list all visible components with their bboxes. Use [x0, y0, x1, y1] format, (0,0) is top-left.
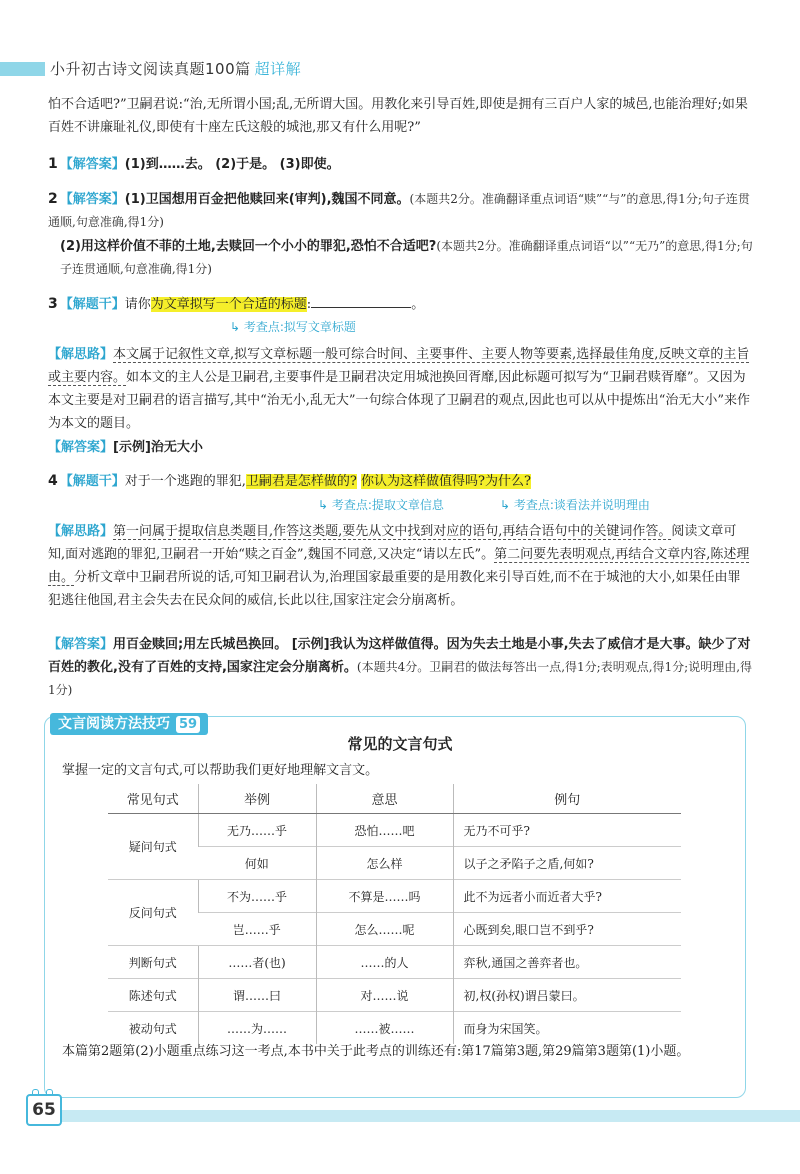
- sentence-cell: 此不为远者小而近者大乎?: [453, 880, 681, 913]
- pattern-name-cell: 判断句式: [108, 946, 198, 979]
- pattern-name-cell: 疑问句式: [108, 814, 198, 880]
- stem-highlight: 为文章拟写一个合适的标题: [150, 297, 307, 312]
- method-box-title: 常见的文言句式: [347, 735, 453, 753]
- book-title-accent: 超详解: [254, 60, 302, 78]
- example-cell: 无乃……乎: [198, 814, 316, 847]
- sentence-cell: 以子之矛陷子之盾,何如?: [453, 847, 681, 880]
- method-box-number: 59: [176, 716, 200, 733]
- answer-text-2: (2)用这样价值不菲的土地,去赎回一个小小的罪犯,恐怕不合适吧?: [60, 239, 437, 254]
- example-cell: 不为……乎: [198, 880, 316, 913]
- stem-highlight-1: 卫嗣君是怎样做的?: [245, 474, 357, 489]
- question-number: 1: [48, 156, 58, 172]
- book-title: [50, 58, 301, 79]
- stem-text: 对于一个逃跑的罪犯,: [124, 474, 246, 489]
- question-number: 4: [48, 473, 58, 489]
- column-header: 例句: [453, 784, 681, 814]
- method-box-footer: 本篇第2题第(2)小题重点练习这一考点,本书中关于此考点的训练还有:第17篇第3题,第29篇第3题第(1)小题。: [62, 1044, 690, 1059]
- meaning-cell: 恐怕……吧: [316, 814, 453, 847]
- exam-point-label: 考查点:提取文章信息: [331, 498, 444, 512]
- method-box-label: [50, 713, 208, 735]
- stem-tag: 【解题干】: [59, 474, 125, 489]
- answer-text: [示例]治无大小: [113, 440, 203, 455]
- question-number: 3: [48, 296, 58, 312]
- sentence-cell: 弈秋,通国之善弈者也。: [453, 946, 681, 979]
- question-1: [48, 153, 753, 176]
- pattern-name-cell: 反问句式: [108, 880, 198, 946]
- pattern-name-cell: 被动句式: [108, 1012, 198, 1045]
- example-cell: ……者(也): [198, 946, 316, 979]
- method-box-label-text: 文言阅读方法技巧: [58, 716, 170, 732]
- exam-point-annotation-1: ↳ 考查点:提取文章信息: [318, 498, 444, 512]
- stem-colon: :: [306, 297, 312, 312]
- table-row: [108, 979, 681, 1012]
- meaning-cell: 怎么……呢: [316, 913, 453, 946]
- answer-text: (1)到……去。 (2)于是。 (3)即使。: [124, 157, 340, 172]
- question-3-thinking: [48, 343, 753, 435]
- scoring-note-1: (本题共2分。准确翻译重点词语“赎”“与”的意思,得1分;句子连贯通顺,句意准确,得1分): [48, 192, 750, 229]
- answer-tag: 【解答案】: [48, 440, 114, 455]
- column-header: 意思: [316, 784, 453, 814]
- example-cell: 岂……乎: [198, 913, 316, 946]
- stem-highlight-2: 你认为这样做值得吗?为什么?: [361, 474, 531, 489]
- exam-point-label: 考查点:谈看法并说明理由: [513, 498, 650, 512]
- example-cell: ……为……: [198, 1012, 316, 1045]
- question-3-answer: [48, 436, 753, 459]
- thinking-key-text: 本文属于记叙性文章,拟写文章标题一般可综合时间、主要事件、主要人物等要素,选择最佳角度,反映文章的主旨或主要内容。: [48, 347, 750, 385]
- thinking-text-1: 阅读文章可知,面对逃跑的罪犯,卫嗣君一开始“赎之百金”,魏国不同意,又决定“请以左氏”。: [48, 524, 737, 562]
- thinking-tag: 【解思路】: [48, 524, 114, 539]
- question-4-thinking: [48, 520, 753, 612]
- sentence-cell: 心既到矣,眼口岂不到乎?: [453, 913, 681, 946]
- meaning-cell: ……被……: [316, 1012, 453, 1045]
- meaning-cell: ……的人: [316, 946, 453, 979]
- table-row: [108, 880, 681, 913]
- page-number: 65: [26, 1094, 62, 1126]
- thinking-text-2: 分析文章中卫嗣君所说的话,可知卫嗣君认为,治理国家最重要的是用教化来引导百姓,而不在于城池的大小,如果任由罪犯逃往他国,君主会失去在民众间的威信,长此以往,国家注定会分崩离析。: [48, 570, 741, 608]
- sentence-patterns-table: [108, 784, 681, 1044]
- example-cell: 何如: [198, 847, 316, 880]
- answer-tag: 【解答案】: [59, 157, 125, 172]
- sentence-cell: 无乃不可乎?: [453, 814, 681, 847]
- example-cell: 谓……曰: [198, 979, 316, 1012]
- table-header-row: [108, 784, 681, 814]
- answer-text-1: (1)卫国想用百金把他赎回来(审判),魏国不同意。: [124, 192, 410, 207]
- meaning-cell: 怎么样: [316, 847, 453, 880]
- exam-point-annotation: ↳ 考查点:拟写文章标题: [230, 320, 356, 334]
- stem-end: 。: [411, 297, 425, 312]
- exam-point-label: 考查点:拟写文章标题: [243, 320, 356, 334]
- question-2: [48, 188, 753, 234]
- question-4-stem: [48, 470, 753, 493]
- translation-text: 怕不合适吧?”卫嗣君说:“治,无所谓小国;乱,无所谓大国。用教化来引导百姓,即使是拥有三百户人家的城邑,也能治理好;如果百姓不讲廉耻礼仪,即使有十座左氏这般的城池,那又有什么用呢?”: [48, 97, 748, 135]
- table-row: [108, 814, 681, 847]
- question-4-answer: [48, 633, 753, 702]
- thinking-text: 如本文的主人公是卫嗣君,主要事件是卫嗣君决定用城池换回胥靡,因此标题可拟写为“卫嗣君赎胥靡”。又因为本文主要是对卫嗣君的语言描写,其中“治无小,乱无大”一句综合体现了卫嗣君的观点,因此也可以从中提炼出“治无大小”来作为本文的题目。: [48, 370, 750, 431]
- exam-point-annotation-2: ↳ 考查点:谈看法并说明理由: [500, 498, 650, 512]
- book-title-main: 小升初古诗文阅读真题100篇: [50, 60, 251, 78]
- answer-text: 用百金赎回;用左氏城邑换回。 [示例]我认为这样做值得。因为失去土地是小事,失去了威信才是大事。缺少了对百姓的教化,没有了百姓的支持,国家注定会分崩离析。: [48, 637, 751, 675]
- table-row: [108, 946, 681, 979]
- sentence-cell: 而身为宋国笑。: [453, 1012, 681, 1045]
- question-number: 2: [48, 191, 58, 207]
- footer-decoration-bar: [60, 1110, 800, 1122]
- method-box-intro: 掌握一定的文言句式,可以帮助我们更好地理解文言文。: [62, 763, 379, 778]
- thinking-tag: 【解思路】: [48, 347, 114, 362]
- meaning-cell: 对……说: [316, 979, 453, 1012]
- scoring-note-2: (本题共2分。准确翻译重点词语“以”“无乃”的意思,得1分;句子连贯通顺,句意准确,得1分): [60, 239, 753, 276]
- answer-blank: [311, 295, 411, 308]
- column-header: 举例: [198, 784, 316, 814]
- stem-tag: 【解题干】: [59, 297, 125, 312]
- answer-tag: 【解答案】: [48, 637, 114, 652]
- column-header: 常见句式: [108, 784, 198, 814]
- scoring-note: (本题共4分。卫嗣君的做法每答出一点,得1分;表明观点,得1分;说明理由,得1分): [48, 660, 753, 697]
- sentence-cell: 初,权(孙权)谓吕蒙曰。: [453, 979, 681, 1012]
- stem-text: 请你: [124, 297, 151, 312]
- meaning-cell: 不算是……吗: [316, 880, 453, 913]
- question-3-stem: [48, 293, 753, 316]
- thinking-key-text-2: 第二问要先表明观点,再结合文章内容,陈述理由。: [48, 547, 750, 585]
- answer-tag: 【解答案】: [59, 192, 125, 207]
- header-decoration-bar: [0, 62, 45, 76]
- pattern-name-cell: 陈述句式: [108, 979, 198, 1012]
- thinking-key-text-1: 第一问属于提取信息类题目,作答这类题,要先从文中找到对应的语句,再结合语句中的关键词作答。: [113, 524, 672, 539]
- question-2-part-2: [60, 235, 753, 281]
